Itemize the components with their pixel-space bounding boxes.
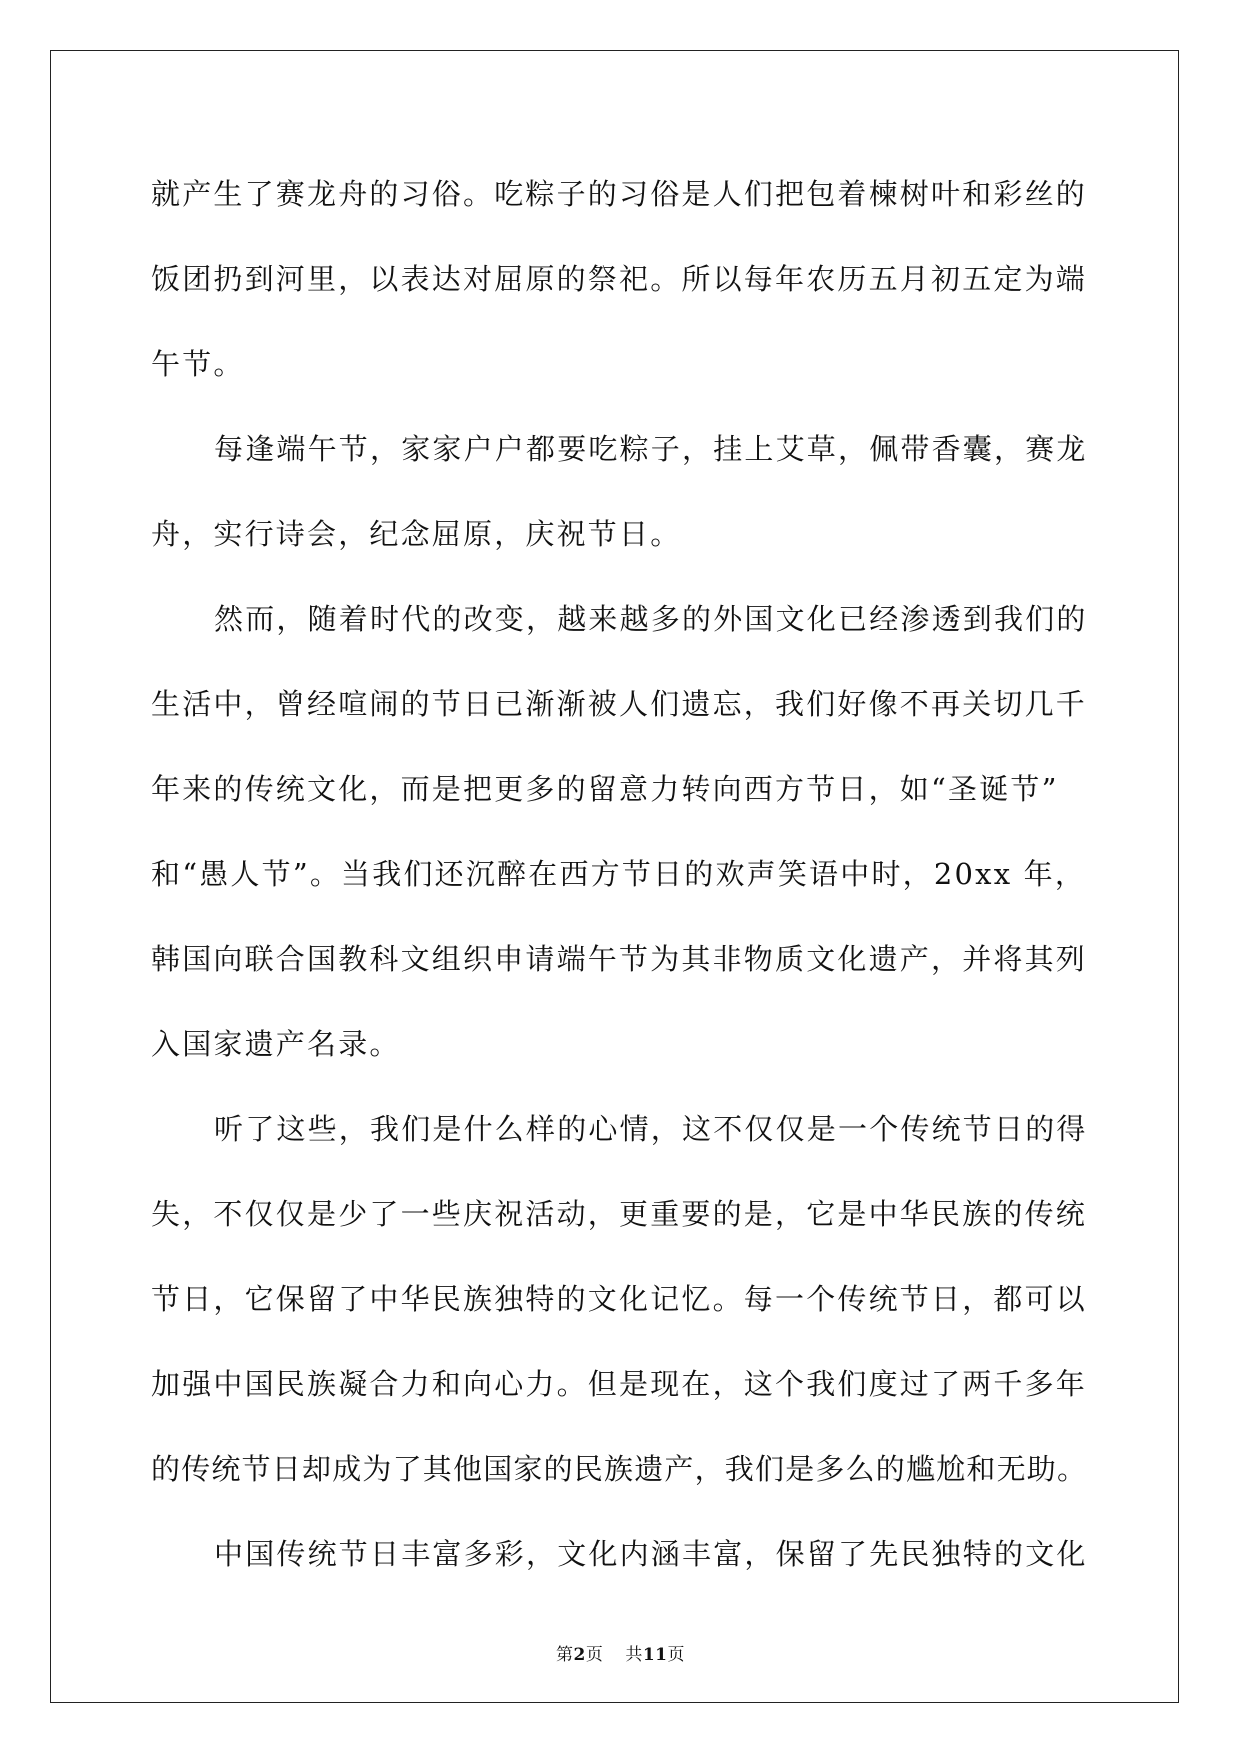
text-line: 的传统节日却成为了其他国家的民族遗产，我们是多么的尴尬和无助。 bbox=[151, 1452, 1088, 1486]
text-line: 就产生了赛龙舟的习俗。吃粽子的习俗是人们把包着楝树叶和彩丝的 bbox=[151, 177, 1088, 211]
text-line: 中国传统节日丰富多彩，文化内涵丰富，保留了先民独特的文化 bbox=[214, 1537, 1088, 1571]
text-line: 年来的传统文化，而是把更多的留意力转向西方节日，如“圣诞节” bbox=[151, 772, 1059, 806]
page-prefix: 第 bbox=[555, 1645, 574, 1665]
body-text bbox=[151, 152, 1091, 1597]
text-line: 加强中国民族凝合力和向心力。但是现在，这个我们度过了两千多年 bbox=[151, 1367, 1088, 1401]
total-page-count: 11 bbox=[642, 1645, 668, 1665]
text-line: 入国家遗产名录。 bbox=[151, 1027, 401, 1061]
page-footer bbox=[0, 1640, 1241, 1665]
total-suffix: 页 bbox=[667, 1645, 685, 1665]
text-line: 每逢端午节，家家户户都要吃粽子，挂上艾草，佩带香囊，赛龙 bbox=[214, 432, 1088, 466]
page-suffix: 页 bbox=[585, 1645, 604, 1665]
total-prefix: 共 bbox=[625, 1645, 643, 1665]
current-page-number: 2 bbox=[573, 1645, 586, 1665]
text-line: 节日，它保留了中华民族独特的文化记忆。每一个传统节日，都可以 bbox=[151, 1282, 1088, 1316]
text-line: 韩国向联合国教科文组织申请端午节为其非物质文化遗产，并将其列 bbox=[151, 942, 1088, 976]
text-line: 舟，实行诗会，纪念屈原，庆祝节日。 bbox=[151, 517, 682, 551]
text-line: 失，不仅仅是少了一些庆祝活动，更重要的是，它是中华民族的传统 bbox=[151, 1197, 1088, 1231]
text-line: 午节。 bbox=[151, 347, 245, 381]
text-line: 生活中，曾经喧闹的节日已渐渐被人们遗忘，我们好像不再关切几千 bbox=[151, 687, 1088, 721]
text-line: 和“愚人节”。当我们还沉醉在西方节日的欢声笑语中时，20xx 年， bbox=[151, 857, 1087, 891]
text-line: 饭团扔到河里，以表达对屈原的祭祀。所以每年农历五月初五定为端 bbox=[151, 262, 1088, 296]
text-line: 然而，随着时代的改变，越来越多的外国文化已经渗透到我们的 bbox=[214, 602, 1088, 636]
text-line: 听了这些，我们是什么样的心情，这不仅仅是一个传统节日的得 bbox=[214, 1112, 1088, 1146]
